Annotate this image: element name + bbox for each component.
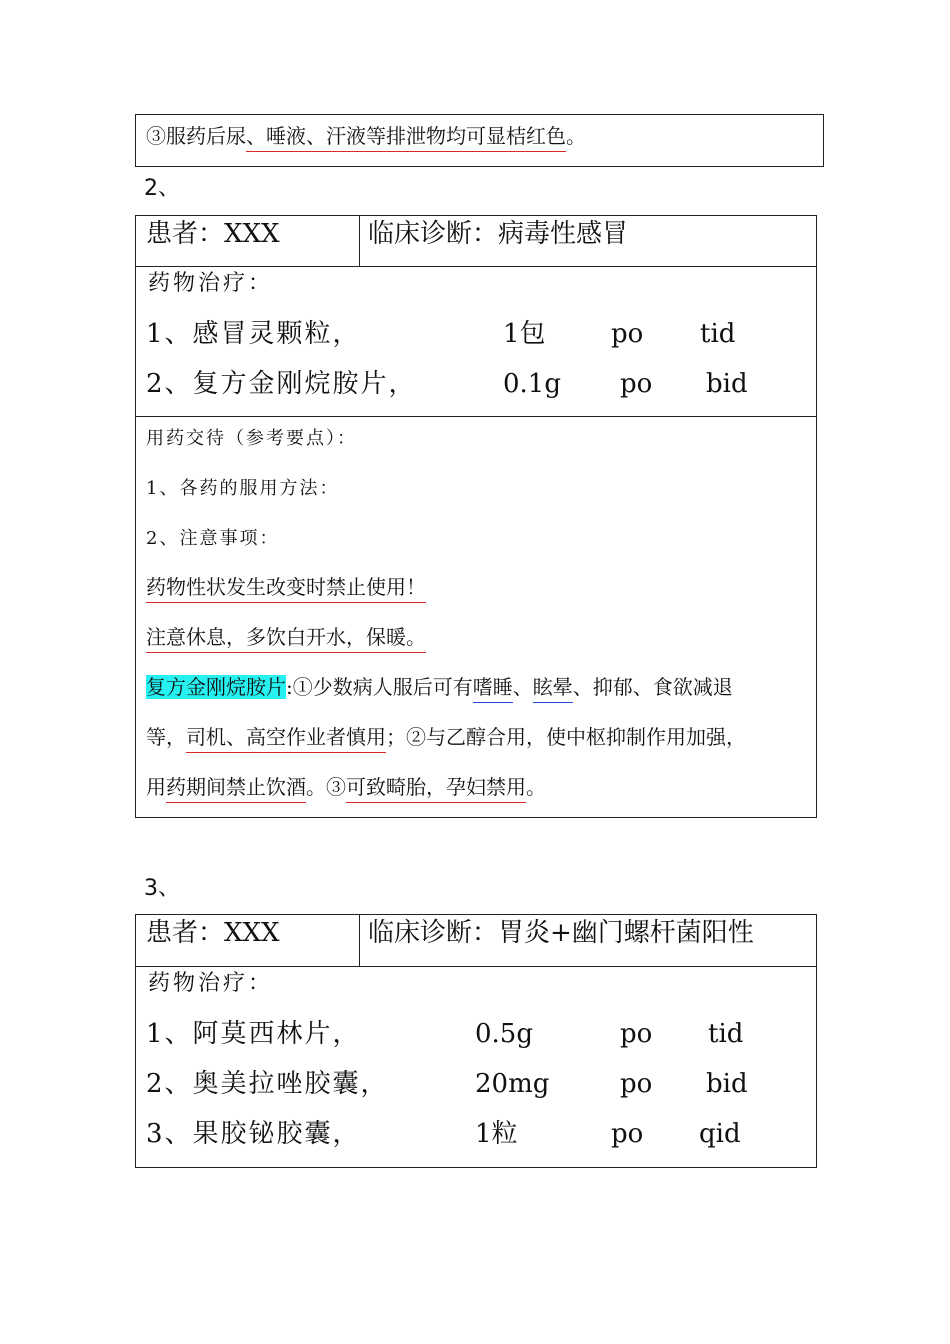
case2-drug-2-route: po bbox=[620, 369, 653, 399]
case2-note-3-line-3 bbox=[146, 777, 546, 797]
case2-note-3-p4: 等， bbox=[146, 725, 186, 749]
case2-therapy-title: 药物治疗： bbox=[148, 271, 274, 296]
case2-header-divider bbox=[359, 215, 360, 267]
case2-note-2 bbox=[146, 627, 426, 647]
case2-note-3-w5: 可致畸胎，孕妇禁用 bbox=[346, 775, 526, 803]
case2-note-3-p2: 、 bbox=[512, 675, 533, 699]
case2-drug-1-dose: 1包 bbox=[503, 319, 546, 349]
case2-diagnosis: 临床诊断：病毒性感冒 bbox=[368, 219, 629, 249]
case2-drug-2-dose: 0.1g bbox=[503, 369, 561, 399]
case2-drug-2-freq: bid bbox=[706, 369, 748, 399]
case3-drug-1-dose: 0.5g bbox=[475, 1019, 533, 1049]
case3-drug-3-route: po bbox=[611, 1119, 644, 1149]
case3-drug-3-dose: 1粒 bbox=[475, 1119, 518, 1149]
case2-note-3-w1: 嗜睡 bbox=[473, 675, 513, 703]
case2-item-2: 2、注意事项： bbox=[146, 528, 280, 549]
case3-header-divider bbox=[359, 914, 360, 967]
case3-patient: 患者：XXX bbox=[146, 918, 280, 948]
case2-note-3-p8: 。 bbox=[526, 775, 546, 799]
case2-note-3-w2: 眩晕 bbox=[533, 675, 573, 703]
case2-note-3-p5: ；②与乙醇合用，使中枢抑制作用加强， bbox=[386, 725, 746, 749]
case2-note-3-line-2 bbox=[146, 727, 746, 747]
case3-number: 3、 bbox=[144, 876, 180, 901]
case3-row-line-1 bbox=[135, 966, 817, 967]
case2-note-3-p7: 。③ bbox=[306, 775, 346, 799]
top-note-prefix: ③服药后尿 bbox=[146, 124, 246, 148]
case2-note-3-w3: 司机、高空作业者慎用 bbox=[186, 725, 386, 753]
case2-row-line-2 bbox=[135, 416, 817, 417]
case3-drug-2-route: po bbox=[620, 1069, 653, 1099]
case2-item-1: 1、各药的服用方法： bbox=[146, 478, 340, 499]
case2-number: 2、 bbox=[144, 176, 180, 201]
case2-drug-1-name: 1、感冒灵颗粒， bbox=[146, 319, 361, 349]
case2-note-3-drug: 复方金刚烷胺片 bbox=[146, 675, 286, 699]
case3-drug-3-freq: qid bbox=[699, 1119, 741, 1149]
case3-drug-1-freq: tid bbox=[708, 1019, 744, 1049]
case2-row-line-1 bbox=[135, 266, 817, 267]
case2-instructions-title: 用药交待（参考要点）： bbox=[146, 428, 357, 449]
case3-diagnosis: 临床诊断：胃炎+幽门螺杆菌阳性 bbox=[368, 918, 754, 948]
case2-note-3-p1: :①少数病人服后可有 bbox=[286, 675, 473, 699]
case3-therapy-title: 药物治疗： bbox=[148, 971, 274, 996]
case2-note-3-w4: 药期间禁止饮酒 bbox=[166, 775, 306, 803]
case3-drug-2-freq: bid bbox=[706, 1069, 748, 1099]
case2-note-1 bbox=[146, 577, 426, 597]
case2-note-3-p6: 用 bbox=[146, 775, 166, 799]
case2-note-3-line-1 bbox=[146, 677, 733, 697]
case3-drug-1-route: po bbox=[620, 1019, 653, 1049]
top-note-suffix: 。 bbox=[566, 124, 586, 148]
case2-drug-1-route: po bbox=[611, 319, 644, 349]
top-note-line bbox=[146, 126, 586, 146]
case2-note-3-p3: 、抑郁、食欲减退 bbox=[572, 675, 733, 699]
case2-note-1-text: 药物性状发生改变时禁止使用！ bbox=[146, 575, 426, 603]
top-note-underlined: 、唾液、汗液等排泄物均可显桔红色 bbox=[246, 124, 566, 152]
case3-drug-2-dose: 20mg bbox=[475, 1069, 550, 1099]
case2-note-2-text: 注意休息，多饮白开水，保暖。 bbox=[146, 625, 426, 653]
case2-drug-1-freq: tid bbox=[700, 319, 736, 349]
case2-drug-2-name: 2、复方金刚烷胺片， bbox=[146, 369, 417, 399]
case2-patient: 患者：XXX bbox=[146, 219, 280, 249]
case3-drug-1-name: 1、阿莫西林片， bbox=[146, 1019, 361, 1049]
case3-drug-3-name: 3、果胶铋胶囊， bbox=[146, 1119, 361, 1149]
case3-drug-2-name: 2、奥美拉唑胶囊， bbox=[146, 1069, 389, 1099]
